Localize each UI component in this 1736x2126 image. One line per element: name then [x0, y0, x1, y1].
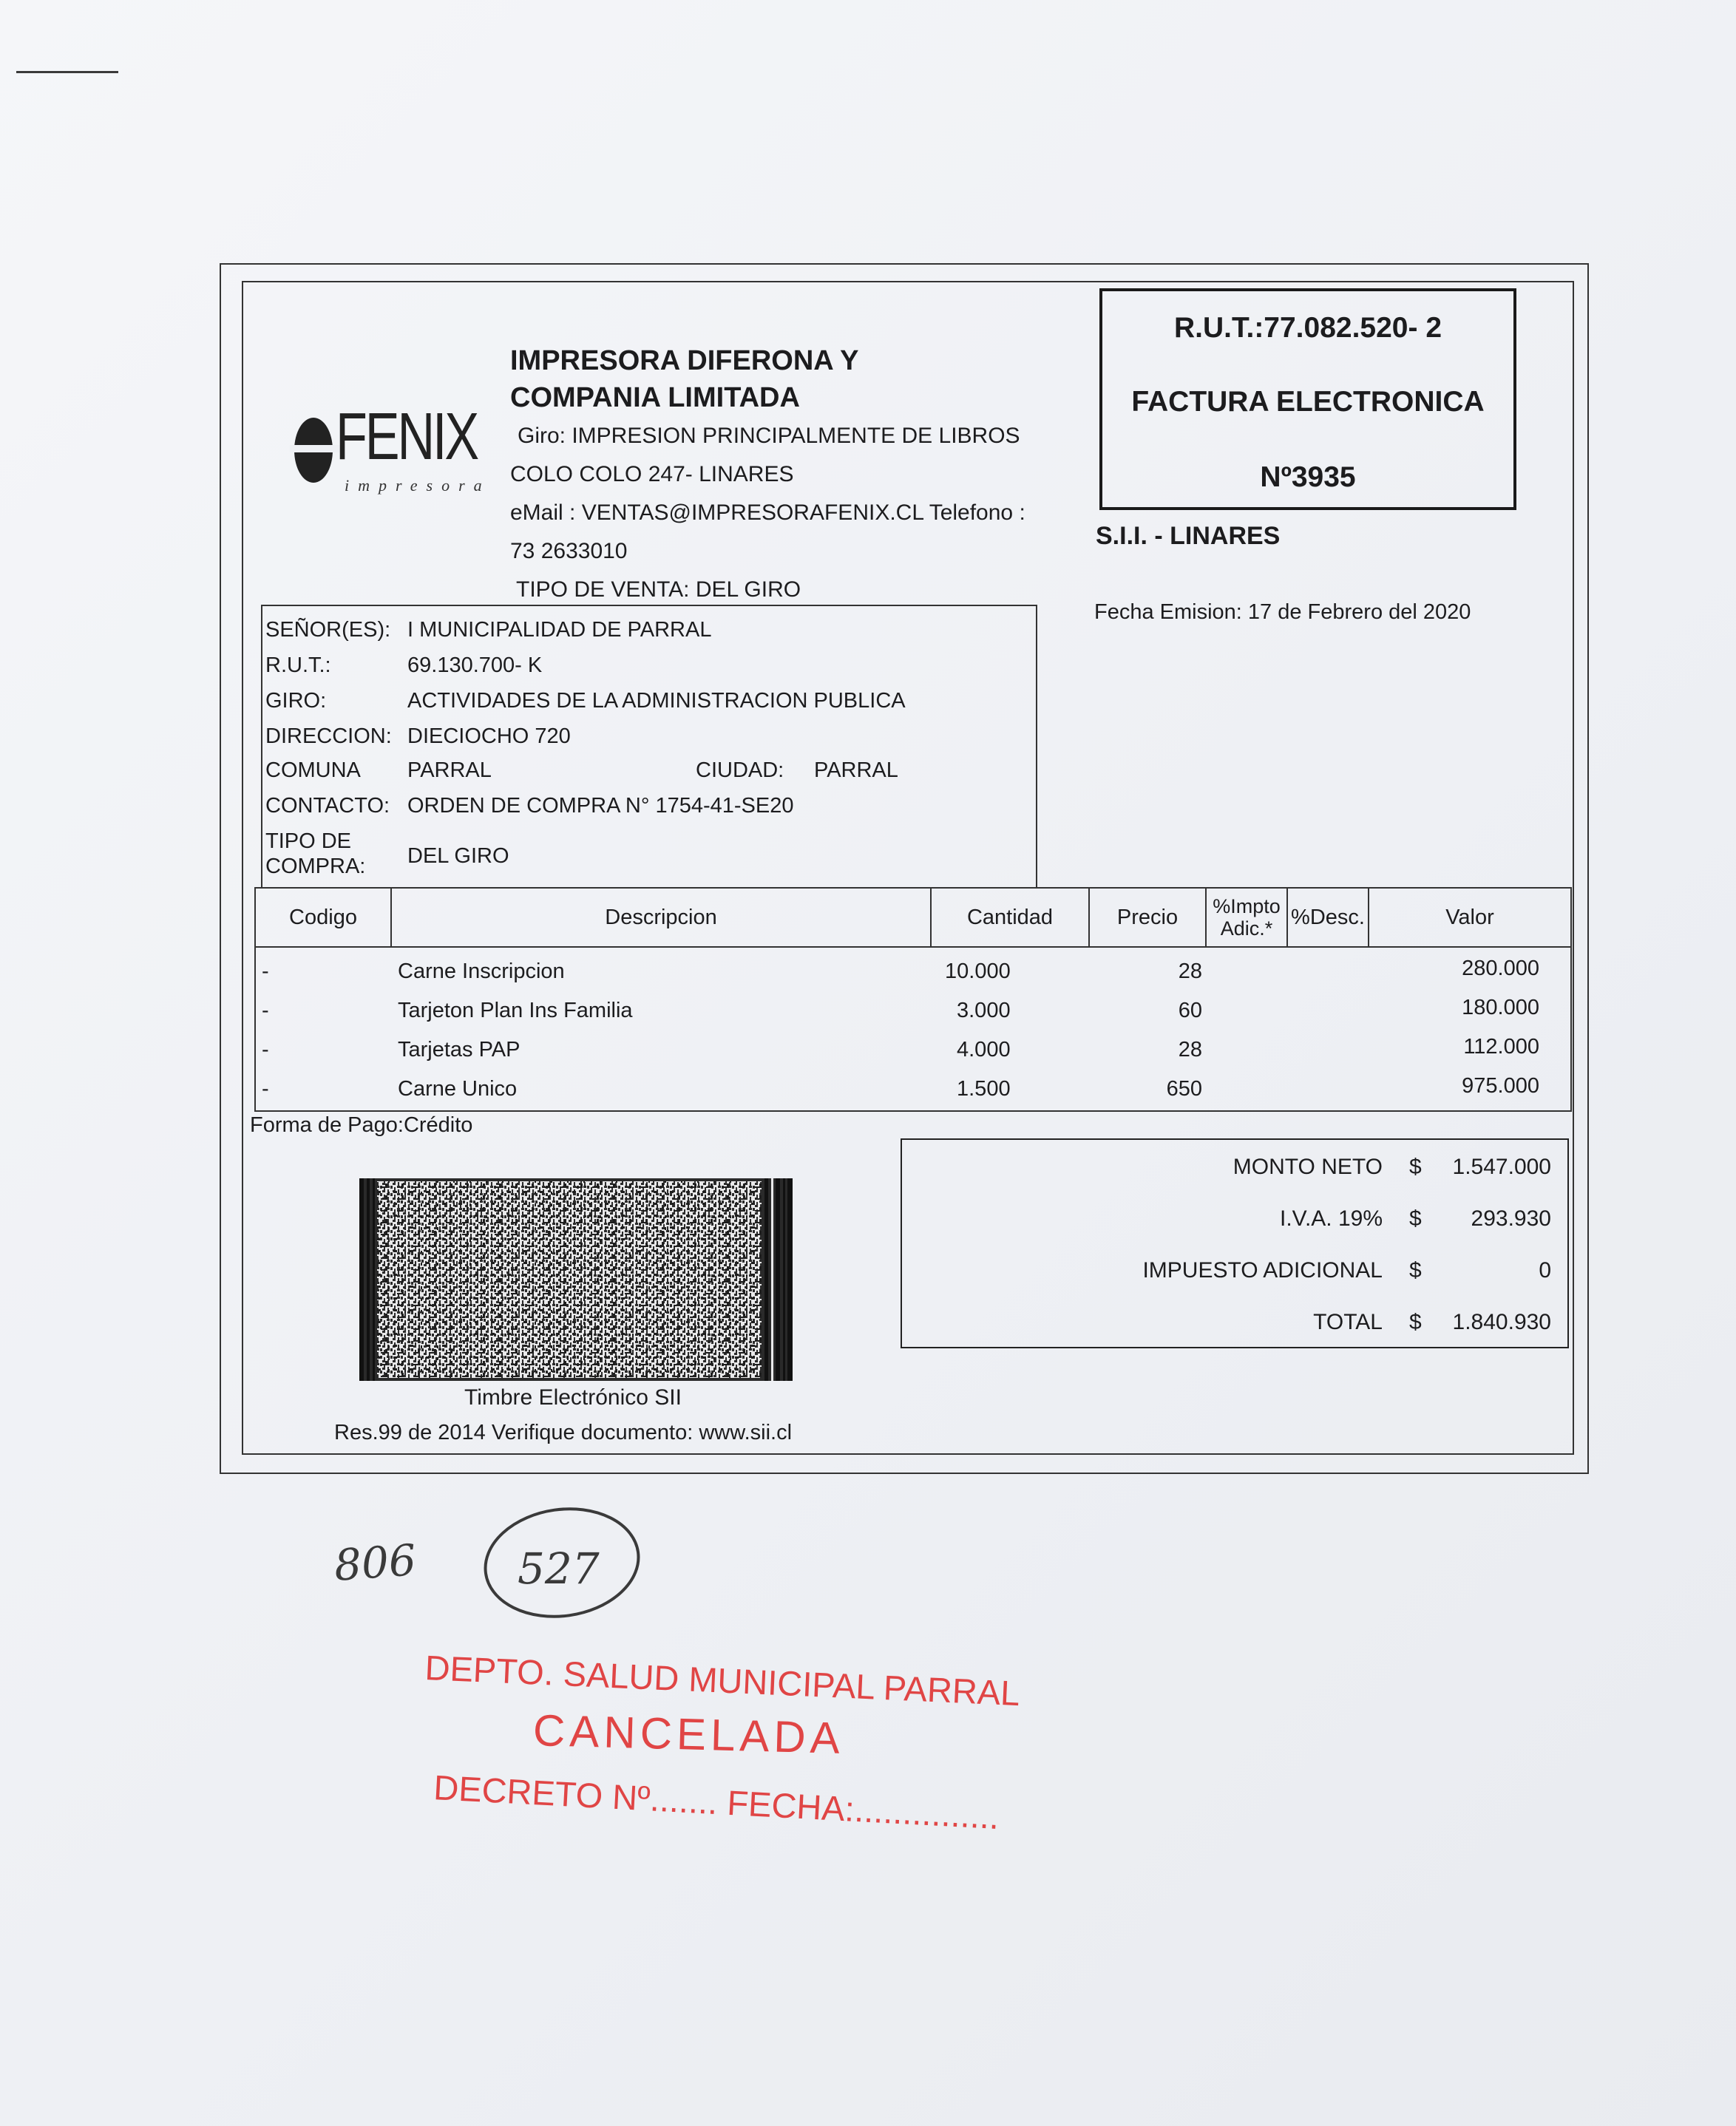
table-row: [256, 996, 1570, 1037]
logo-subtext: impresora: [345, 476, 491, 495]
items-header: [256, 889, 1570, 948]
issuer-address: COLO COLO 247- LINARES: [510, 462, 794, 486]
total-row-total: [902, 1310, 1567, 1339]
total-label: IMPUESTO ADICIONAL: [1142, 1258, 1383, 1283]
logo-globe-icon: [290, 410, 342, 491]
stamp-decree: DECRETO Nº....... FECHA:...............: [433, 1767, 1000, 1837]
issuer-name-line2: COMPANIA LIMITADA: [510, 382, 800, 413]
issuer-name-line1: IMPRESORA DIFERONA Y: [510, 345, 859, 376]
stamp-status: CANCELADA: [532, 1705, 845, 1763]
row-cantidad: 3.000: [957, 999, 1011, 1022]
client-value-direccion: DIECIOCHO 720: [407, 724, 571, 748]
row-descripcion: Carne Inscripcion: [398, 960, 565, 983]
row-descripcion: Tarjeton Plan Ins Familia: [398, 999, 633, 1022]
client-value-senor: I MUNICIPALIDAD DE PARRAL: [407, 618, 712, 642]
stamp-department: DEPTO. SALUD MUNICIPAL PARRAL: [424, 1647, 1021, 1714]
client-box: [261, 605, 1037, 889]
issuer-contact-line1: eMail : VENTAS@IMPRESORAFENIX.CL Telefono :: [510, 500, 1025, 525]
row-descripcion: Tarjetas PAP: [398, 1038, 521, 1062]
client-label-rut: R.U.T.:: [265, 653, 331, 677]
total-label: MONTO NETO: [1233, 1155, 1383, 1179]
total-value: 0: [1539, 1258, 1551, 1283]
client-label-contacto: CONTACTO:: [265, 794, 390, 818]
total-label: TOTAL: [1313, 1310, 1383, 1334]
row-valor: 180.000: [1462, 996, 1539, 1019]
issuer-giro: Giro: IMPRESION PRINCIPALMENTE DE LIBROS: [518, 424, 1020, 448]
client-label-tipo-1: TIPO DE: [265, 829, 352, 853]
client-value-comuna: PARRAL: [407, 758, 492, 782]
header-descripcion: Descripcion: [392, 889, 932, 946]
payment-method: Forma de Pago:Crédito: [250, 1113, 473, 1137]
row-codigo: -: [262, 1038, 269, 1062]
issuer-block: [510, 342, 1072, 609]
total-row-neto: [902, 1155, 1567, 1184]
row-precio: 650: [1166, 1077, 1202, 1101]
sii-office: S.I.I. - LINARES: [1096, 522, 1281, 550]
timbre-barcode-icon: [359, 1178, 793, 1381]
row-descripcion: Carne Unico: [398, 1077, 518, 1101]
client-label-senor: SEÑOR(ES):: [265, 618, 391, 642]
issue-date: Fecha Emision: 17 de Febrero del 2020: [1094, 600, 1471, 624]
sale-type: TIPO DE VENTA: DEL GIRO: [516, 577, 801, 602]
row-valor: 280.000: [1462, 957, 1539, 980]
row-codigo: -: [262, 1077, 269, 1101]
row-valor: 975.000: [1462, 1074, 1539, 1098]
items-table: [254, 887, 1572, 1112]
totals-box: [901, 1138, 1569, 1348]
table-row: [256, 1035, 1570, 1076]
header-codigo: Codigo: [256, 889, 392, 946]
client-label-giro: GIRO:: [265, 689, 327, 713]
row-precio: 28: [1178, 960, 1202, 983]
document-type: FACTURA ELECTRONICA: [1131, 386, 1485, 418]
total-label: I.V.A. 19%: [1280, 1206, 1383, 1231]
timbre-label: Timbre Electrónico SII: [464, 1385, 682, 1410]
logo-word: FENIX: [336, 400, 478, 474]
company-logo: [290, 399, 491, 510]
header-desc: %Desc.: [1288, 889, 1369, 946]
total-value: 1.547.000: [1452, 1155, 1551, 1179]
client-value-ciudad: PARRAL: [814, 758, 898, 782]
row-precio: 60: [1178, 999, 1202, 1022]
client-value-rut: 69.130.700- K: [407, 653, 543, 677]
total-currency: $: [1409, 1310, 1422, 1334]
client-label-tipo-2: COMPRA:: [265, 855, 366, 878]
client-value-tipo: DEL GIRO: [407, 844, 509, 868]
row-cantidad: 1.500: [957, 1077, 1011, 1101]
handwritten-circled-number: 527: [518, 1543, 600, 1594]
handwritten-note: 806: [332, 1535, 418, 1591]
total-value: 293.930: [1471, 1206, 1551, 1231]
table-row: [256, 957, 1570, 998]
issuer-contact-line2: 73 2633010: [510, 539, 628, 563]
issuer-rut: R.U.T.:77.082.520- 2: [1173, 312, 1442, 344]
total-value: 1.840.930: [1452, 1310, 1551, 1334]
header-cantidad: Cantidad: [932, 889, 1090, 946]
header-impto: [1207, 889, 1288, 946]
resolution-text: Res.99 de 2014 Verifique documento: www.sii.cl: [334, 1421, 793, 1444]
total-currency: $: [1409, 1258, 1422, 1283]
client-label-ciudad: CIUDAD:: [696, 758, 784, 782]
total-currency: $: [1409, 1155, 1422, 1179]
sii-document-box: [1099, 288, 1516, 510]
total-row-impuesto: [902, 1258, 1567, 1288]
corner-mark: [16, 71, 118, 73]
row-cantidad: 4.000: [957, 1038, 1011, 1062]
total-currency: $: [1409, 1206, 1422, 1231]
client-label-direccion: DIRECCION:: [265, 724, 392, 748]
header-valor: Valor: [1445, 906, 1494, 929]
client-label-comuna: COMUNA: [265, 758, 361, 782]
row-valor: 112.000: [1463, 1035, 1539, 1059]
header-precio: Precio: [1090, 889, 1207, 946]
row-precio: 28: [1178, 1038, 1202, 1062]
row-cantidad: 10.000: [945, 960, 1011, 983]
row-codigo: -: [262, 999, 269, 1022]
client-value-contacto: ORDEN DE COMPRA N° 1754-41-SE20: [407, 794, 794, 818]
header-impto-line1: %Impto: [1213, 895, 1281, 917]
document-number: Nº3935: [1260, 461, 1356, 493]
total-row-iva: [902, 1206, 1567, 1236]
row-codigo: -: [262, 960, 269, 983]
table-row: [256, 1074, 1570, 1115]
header-impto-line2: Adic.*: [1220, 917, 1273, 940]
client-value-giro: ACTIVIDADES DE LA ADMINISTRACION PUBLICA: [407, 689, 906, 713]
